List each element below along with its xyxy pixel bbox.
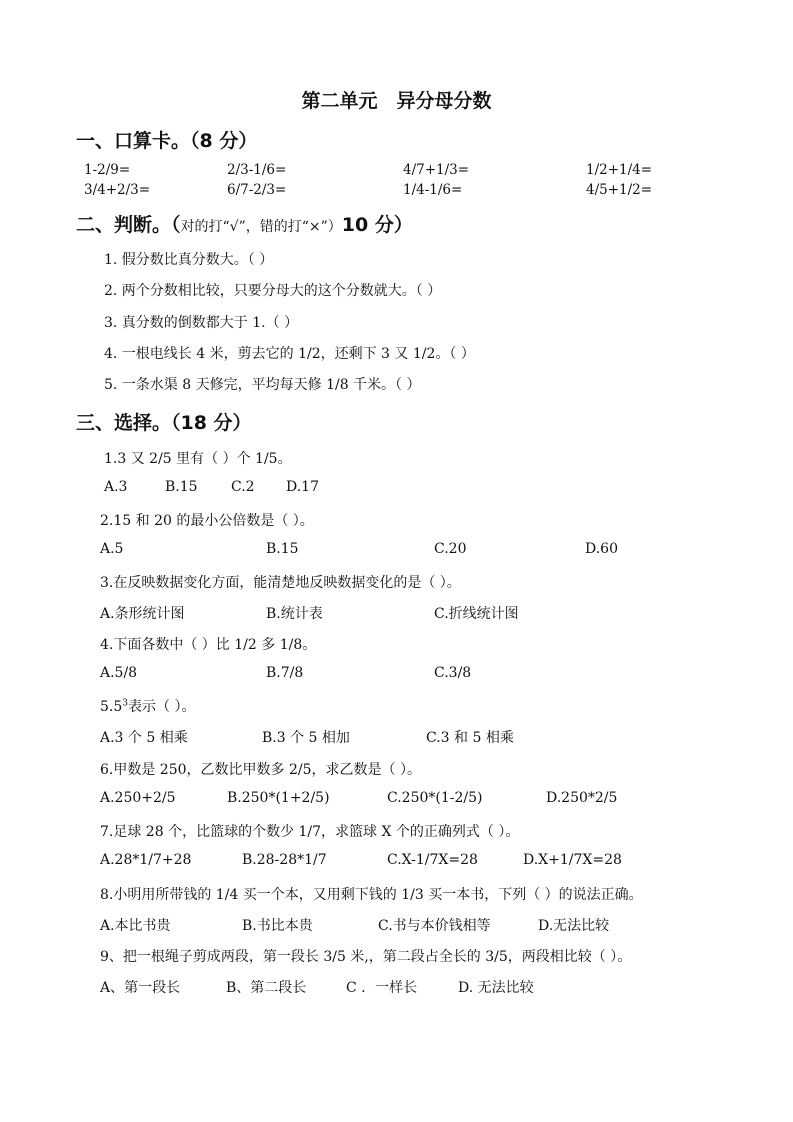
option: B.7/8 <box>266 665 304 681</box>
option: D.无法比较 <box>538 918 610 934</box>
question-stem: 7.足球 28 个，比篮球的个数少 1/7，求篮球 X 个的正确列式（ ）。 <box>100 824 520 840</box>
option: A.5/8 <box>100 665 138 681</box>
option: D.250*2/5 <box>546 790 618 806</box>
calc-item: 6/7-2/3= <box>227 182 287 198</box>
option: C.折线统计图 <box>434 606 519 622</box>
section2-heading-main: 二、判断。（ <box>76 214 181 236</box>
q5-exponent: 3 <box>122 698 128 709</box>
option: A.3 个 5 相乘 <box>100 730 188 746</box>
section1-heading: 一、口算卡。（8 分） <box>76 130 258 152</box>
option: C.X-1/7X=28 <box>387 852 478 868</box>
option: C.20 <box>434 541 467 557</box>
section2-heading-score: 10 分） <box>341 214 413 236</box>
option: C.3/8 <box>434 665 472 681</box>
option: A.本比书贵 <box>100 918 171 934</box>
question-stem: 8.小明用所带钱的 1/4 买一个本，又用剩下钱的 1/3 买一本书，下列（ ）的说法正确。 <box>100 887 643 903</box>
option: A.28*1/7+28 <box>100 852 192 868</box>
option: B.28-28*1/7 <box>242 852 327 868</box>
option: D.17 <box>286 479 319 495</box>
judge-item: 4. 一根电线长 4 米，剪去它的 1/2，还剩下 3 又 1/2。（ ） <box>104 346 475 362</box>
judge-item: 2. 两个分数相比较，只要分母大的这个分数就大。（ ） <box>104 283 442 299</box>
judge-item: 3. 真分数的倒数都大于 1.（ ） <box>104 315 299 331</box>
option: A.条形统计图 <box>100 606 185 622</box>
calc-item: 4/7+1/3= <box>403 162 470 178</box>
question-stem: 1.3 又 2/5 里有（ ）个 1/5。 <box>104 451 292 467</box>
option: C.250*(1-2/5) <box>387 790 483 806</box>
calc-item: 3/4+2/3= <box>84 182 151 198</box>
q5-stem-prefix: 5.5 <box>100 699 123 715</box>
judge-item: 5. 一条水渠 8 天修完，平均每天修 1/8 千米。（ ） <box>104 377 421 393</box>
option: C ．一样长 <box>346 980 418 996</box>
option: A.5 <box>100 541 124 557</box>
page-title: 第二单元 异分母分数 <box>301 90 492 112</box>
option: A.3 <box>104 479 128 495</box>
option: D.X+1/7X=28 <box>523 852 622 868</box>
option: B.15 <box>165 479 198 495</box>
option: B.15 <box>266 541 299 557</box>
section2-heading <box>76 210 413 237</box>
question-stem: 2.15 和 20 的最小公倍数是（ ）。 <box>100 513 314 529</box>
calc-item: 2/3-1/6= <box>227 162 287 178</box>
option: D. 无法比较 <box>458 980 534 996</box>
option: C.3 和 5 相乘 <box>426 730 514 746</box>
question-stem: 9、把一根绳子剪成两段，第一段长 3/5 米,，第二段占全长的 3/5，两段相比较（ ）。 <box>100 949 632 965</box>
calc-item: 4/5+1/2= <box>586 182 653 198</box>
section3-heading: 三、选择。（18 分） <box>76 412 252 434</box>
calc-item: 1-2/9= <box>84 162 131 178</box>
question-stem <box>100 696 195 716</box>
option: B.250*(1+2/5) <box>227 790 330 806</box>
question-stem: 3.在反映数据变化方面，能清楚地反映数据变化的是（ ）。 <box>100 575 461 591</box>
option: C.2 <box>231 479 255 495</box>
question-stem: 4.下面各数中（ ）比 1/2 多 1/8。 <box>100 637 317 653</box>
question-stem: 6.甲数是 250，乙数比甲数多 2/5，求乙数是（ ）。 <box>100 762 421 778</box>
option: B.书比本贵 <box>242 918 313 934</box>
option: B.3 个 5 相加 <box>262 730 350 746</box>
section2-heading-note: 对的打“√”，错的打“×”） <box>180 219 342 235</box>
calc-item: 1/4-1/6= <box>403 182 463 198</box>
calc-item: 1/2+1/4= <box>586 162 653 178</box>
option: C.书与本价钱相等 <box>378 918 491 934</box>
judge-item: 1. 假分数比真分数大。（ ） <box>104 252 274 268</box>
option: A、第一段长 <box>100 980 181 996</box>
option: B、第二段长 <box>226 980 307 996</box>
q5-stem-suffix: 表示（ ）。 <box>128 699 196 715</box>
option: B.统计表 <box>266 606 323 622</box>
option: D.60 <box>585 541 618 557</box>
option: A.250+2/5 <box>100 790 176 806</box>
